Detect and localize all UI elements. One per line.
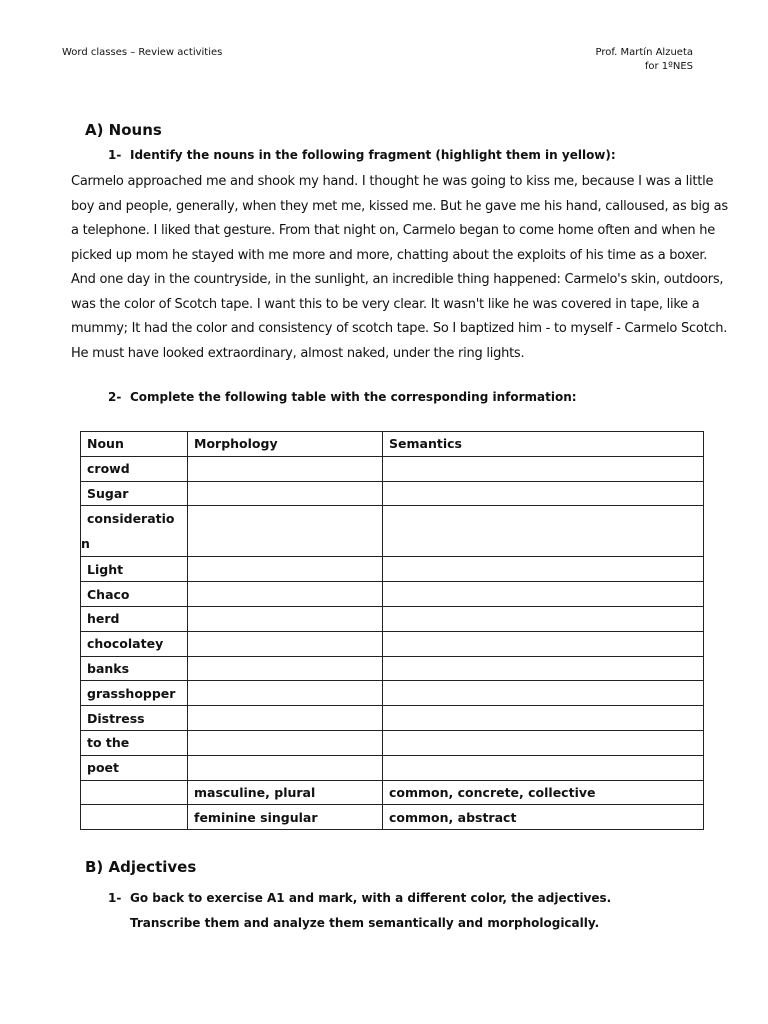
noun-cell: banks: [81, 656, 188, 681]
author-name: Prof. Martín Alzueta: [595, 47, 693, 58]
morphology-cell[interactable]: [188, 706, 383, 731]
noun-cell[interactable]: [81, 780, 188, 805]
section-b-title: B) Adjectives: [85, 858, 197, 876]
noun-cell[interactable]: [81, 805, 188, 830]
semantics-cell[interactable]: [383, 755, 704, 780]
noun-cell: Light: [81, 557, 188, 582]
table-row: [81, 656, 704, 681]
noun-cell: Distress: [81, 706, 188, 731]
nouns-table: [80, 431, 704, 830]
table-row: [81, 506, 704, 557]
morphology-cell[interactable]: [188, 456, 383, 481]
noun-cell: to the: [81, 730, 188, 755]
task-a1: [108, 148, 616, 162]
semantics-cell[interactable]: [383, 506, 704, 557]
semantics-cell[interactable]: [383, 606, 704, 631]
semantics-cell[interactable]: [383, 557, 704, 582]
morphology-cell[interactable]: [188, 656, 383, 681]
morphology-cell[interactable]: [188, 606, 383, 631]
noun-text: consideratio: [87, 511, 175, 527]
table-row: [81, 730, 704, 755]
morphology-cell[interactable]: [188, 730, 383, 755]
noun-cell: [81, 506, 188, 557]
task-text: Go back to exercise A1 and mark, with a different color, the adjectives.: [130, 891, 612, 905]
noun-cell: crowd: [81, 456, 188, 481]
header-morphology: Morphology: [188, 432, 383, 457]
table-row: [81, 557, 704, 582]
task-text: Complete the following table with the corresponding information:: [130, 390, 577, 404]
paragraph-line: boy and people, generally, when they met me, kissed me. But he gave me his hand, calloused, as big as: [71, 198, 728, 214]
noun-text-wrap: n: [81, 536, 90, 552]
table-row: [81, 755, 704, 780]
table-row: [81, 456, 704, 481]
table-row: [81, 706, 704, 731]
noun-cell: poet: [81, 755, 188, 780]
table-row: [81, 805, 704, 830]
header-left: Word classes – Review activities: [62, 47, 223, 58]
morphology-cell[interactable]: [188, 506, 383, 557]
morphology-cell: masculine, plural: [188, 780, 383, 805]
table-row: [81, 582, 704, 607]
noun-cell: herd: [81, 606, 188, 631]
paragraph-line: And one day in the countryside, in the sunlight, an incredible thing happened: Carmelo's skin, outdoors,: [71, 272, 724, 287]
noun-cell: Chaco: [81, 582, 188, 607]
task-text-continued: Transcribe them and analyze them semantically and morphologically.: [130, 915, 600, 930]
paragraph-line: was the color of Scotch tape. I want this to be very clear. It wasn't like he was covered in tape, like a: [71, 296, 700, 312]
task-a2: [108, 390, 577, 404]
task-number: 1-: [108, 891, 122, 905]
semantics-cell: common, abstract: [383, 805, 704, 830]
task-b1: [108, 886, 611, 935]
fragment-paragraph: [71, 170, 728, 366]
morphology-cell[interactable]: [188, 557, 383, 582]
semantics-cell[interactable]: [383, 456, 704, 481]
task-text: Identify the nouns in the following fragment (highlight them in yellow):: [130, 148, 616, 162]
table-header-row: [81, 432, 704, 457]
paragraph-line: picked up mom he stayed with me more and more, chatting about the exploits of his time as a boxer.: [71, 247, 708, 263]
table-row: [81, 481, 704, 506]
task-number: 2-: [108, 390, 122, 404]
paragraph-line: mummy; It had the color and consistency of scotch tape. So I baptized him - to myself - Carmelo Scotch.: [71, 321, 728, 336]
morphology-cell[interactable]: [188, 681, 383, 706]
semantics-cell[interactable]: [383, 681, 704, 706]
semantics-cell[interactable]: [383, 582, 704, 607]
course-label: for 1ºNES: [644, 61, 693, 72]
section-a-title: A) Nouns: [85, 121, 162, 139]
header-noun: Noun: [81, 432, 188, 457]
semantics-cell[interactable]: [383, 656, 704, 681]
noun-cell: chocolatey: [81, 631, 188, 656]
paragraph-line: Carmelo approached me and shook my hand. I thought he was going to kiss me, because I was a little: [71, 174, 714, 189]
table-row: [81, 681, 704, 706]
semantics-cell[interactable]: [383, 481, 704, 506]
semantics-cell: common, concrete, collective: [383, 780, 704, 805]
paragraph-line: He must have looked extraordinary, almost naked, under the ring lights.: [71, 345, 525, 361]
morphology-cell[interactable]: [188, 631, 383, 656]
header-right: [595, 46, 693, 74]
table-row: [81, 631, 704, 656]
morphology-cell[interactable]: [188, 755, 383, 780]
table-row: [81, 780, 704, 805]
noun-cell: grasshopper: [81, 681, 188, 706]
morphology-cell[interactable]: [188, 582, 383, 607]
semantics-cell[interactable]: [383, 631, 704, 656]
task-number: 1-: [108, 148, 122, 162]
semantics-cell[interactable]: [383, 706, 704, 731]
noun-cell: Sugar: [81, 481, 188, 506]
paragraph-line: a telephone. I liked that gesture. From that night on, Carmelo began to come home often and when he: [71, 223, 716, 238]
morphology-cell: feminine singular: [188, 805, 383, 830]
semantics-cell[interactable]: [383, 730, 704, 755]
morphology-cell[interactable]: [188, 481, 383, 506]
table-row: [81, 606, 704, 631]
header-semantics: Semantics: [383, 432, 704, 457]
